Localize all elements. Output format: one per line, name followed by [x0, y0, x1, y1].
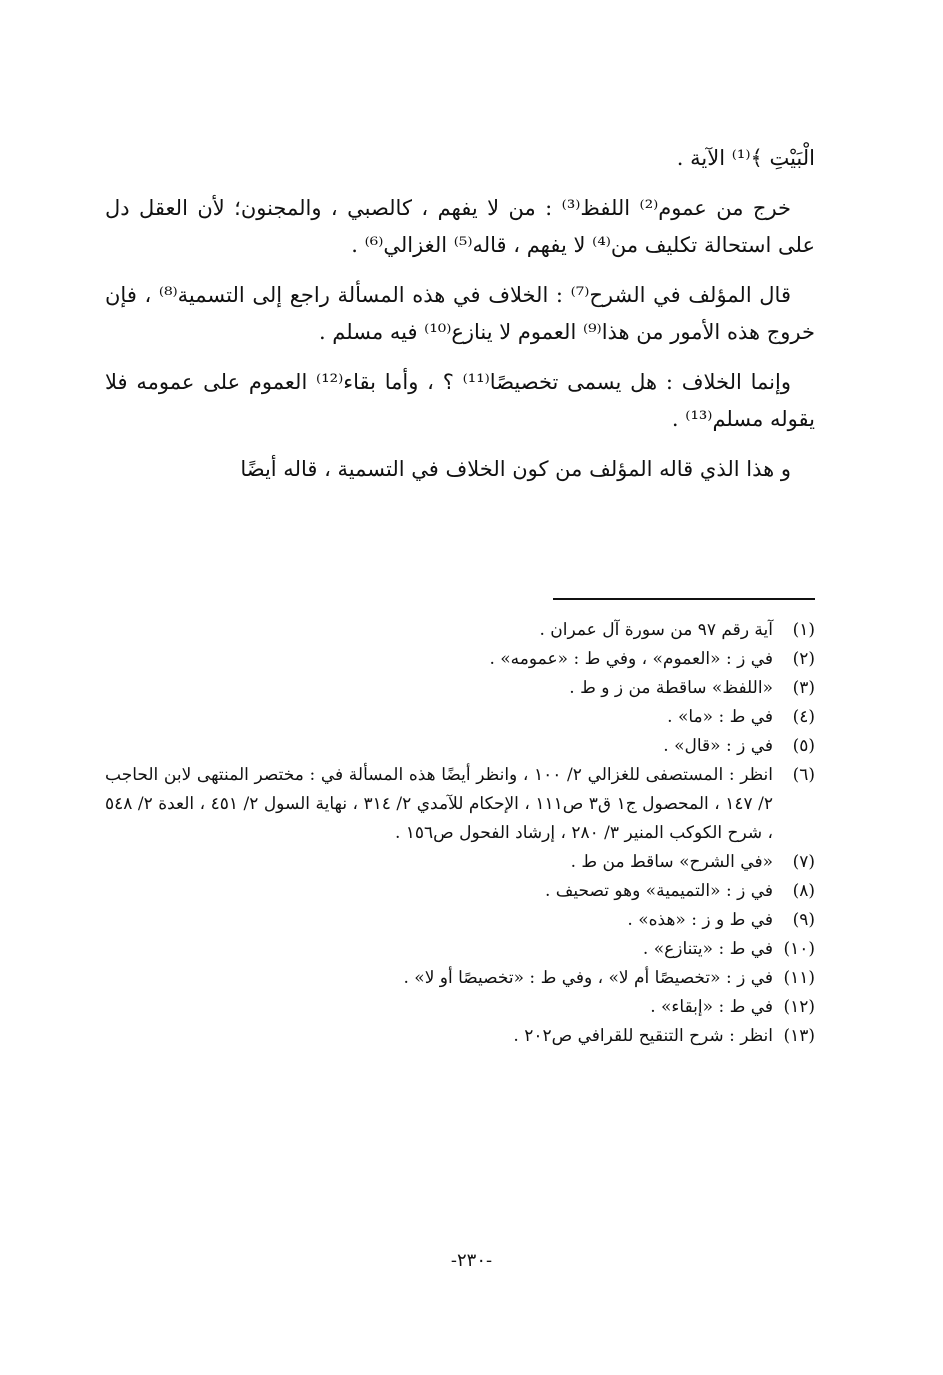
footnote-text: انظر : المستصفى للغزالي ٢/ ١٠٠ ، وانظر أيضًا هذه المسألة في : مختصر المنتهى لابن الحاجب ٢/ ١٤٧ ، المحصول ج١ ق٣ ص١١١ ، الإحكام للآمدي ٢/ ٣١٤ ، نهاية السول ٢/ ٤٥١ ، العدة ٢/ ٥٤٨ ، شرح الكوكب المنير ٣/ ٢٨٠ ، إرشاد الفحول ص١٥٦ .: [105, 765, 773, 843]
footnote-number: (٢): [792, 649, 815, 669]
paragraph: قال المؤلف في الشرح⁽⁷⁾ : الخلاف في هذه المسألة راجع إلى التسمية⁽⁸⁾ ، فإن خروج هذه الأمور من هذا⁽⁹⁾ العموم لا ينازع⁽¹⁰⁾ فيه مسلم .: [105, 283, 815, 344]
footnote: [105, 645, 815, 674]
footnote-number: (١٠): [783, 939, 815, 959]
paragraph: وإنما الخلاف : هل يسمى تخصيصًا⁽¹¹⁾ ؟ ، وأما بقاء⁽¹²⁾ العموم على عمومه فلا يقوله مسلم⁽¹³⁾ .: [105, 370, 815, 431]
footnote: [105, 964, 815, 993]
main-text: [105, 140, 815, 501]
paragraph: خرج من عموم⁽²⁾ اللفظ⁽³⁾ : من لا يفهم ، كالصبي ، والمجنون؛ لأن العقل دل على استحالة تكليف من⁽⁴⁾ لا يفهم ، قاله⁽⁵⁾ الغزالي⁽⁶⁾ .: [105, 196, 815, 257]
footnote-text: انظر : شرح التنقيح للقرافي ص٢٠٢ .: [513, 1026, 773, 1046]
footnote-text: في ط و ز : «هذه» .: [627, 910, 773, 930]
footnote-number: (٧): [792, 852, 815, 872]
footnote: [105, 616, 815, 645]
footnote-text: في ط : «إبقاء» .: [650, 997, 773, 1017]
footnote: [105, 1022, 815, 1051]
footnote: [105, 993, 815, 1022]
footnote-number: (٥): [792, 736, 815, 756]
footnote-number: (١٢): [783, 997, 815, 1017]
footnote-text: «في الشرح» ساقط من ط .: [570, 852, 773, 872]
footnote-number: (١): [792, 620, 815, 640]
footnote-text: في ز : «التميمية» وهو تصحيف .: [544, 881, 773, 901]
paragraph: الْبَيْتِ ﴾⁽¹⁾ الآية .: [676, 146, 815, 170]
footnote-number: (٨): [792, 881, 815, 901]
footnote: [105, 877, 815, 906]
footnote-number: (٣): [792, 678, 815, 698]
footnotes: [105, 616, 815, 1051]
footnote-text: آية رقم ٩٧ من سورة آل عمران .: [539, 620, 773, 640]
paragraph: و هذا الذي قاله المؤلف من كون الخلاف في التسمية ، قاله أيضًا: [240, 457, 791, 481]
footnote: [105, 848, 815, 877]
page-number: -٢٣٠-: [450, 1250, 493, 1271]
footnote: [105, 732, 815, 761]
footnote-number: (١٣): [783, 1026, 815, 1046]
footnote-text: في ط : «ما» .: [667, 707, 773, 727]
footnote-text: في ز : «تخصيصًا أم لا» ، وفي ط : «تخصيصًا أو لا» .: [403, 968, 773, 988]
footnote-separator: [553, 598, 815, 600]
footnote: [105, 935, 815, 964]
footnote-text: في ط : «يتنازع» .: [642, 939, 773, 959]
footnote-number: (٩): [792, 910, 815, 930]
footnote-number: (١١): [783, 968, 815, 988]
footnote: [105, 674, 815, 703]
footnote-text: في ز : «العموم» ، وفي ط : «عمومه» .: [489, 649, 773, 669]
footnote-text: «اللفظ» ساقطة من ز و ط .: [569, 678, 773, 698]
footnote-text: في ز : «قال» .: [663, 736, 773, 756]
footnote: [105, 703, 815, 732]
footnote-number: (٦): [792, 765, 815, 785]
footnote: [105, 906, 815, 935]
footnote: [105, 761, 815, 848]
footnote-number: (٤): [792, 707, 815, 727]
